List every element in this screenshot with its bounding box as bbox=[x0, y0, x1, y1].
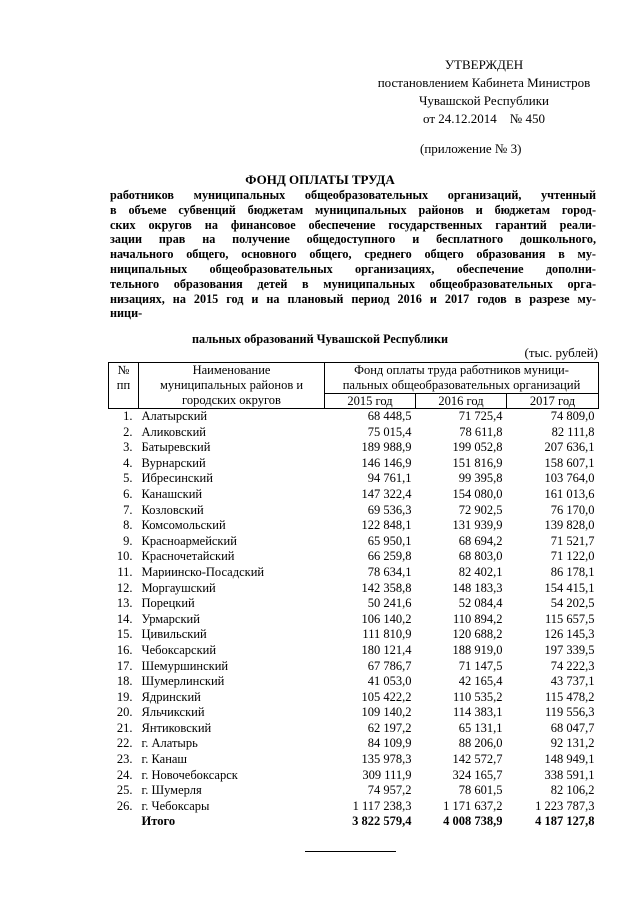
subtitle-line: работников муниципальных общеобразовательных организаций, учтенный bbox=[110, 188, 596, 202]
value-2015: 74 957,2 bbox=[367, 783, 412, 798]
value-2016: 71 725,4 bbox=[458, 409, 503, 423]
row-number: 2. bbox=[123, 424, 133, 439]
value-2017: 43 737,1 bbox=[550, 674, 595, 689]
district-name: г. Канаш bbox=[141, 752, 188, 767]
row-number: 1. bbox=[123, 409, 133, 423]
value-2015: 75 015,4 bbox=[367, 424, 412, 439]
district-name: Чебоксарский bbox=[141, 642, 217, 657]
table-row bbox=[109, 409, 599, 425]
value-2015: 41 053,0 bbox=[367, 674, 412, 689]
table-row bbox=[109, 768, 599, 784]
table-row bbox=[109, 596, 599, 612]
value-2015: 65 950,1 bbox=[367, 533, 412, 548]
value-2016: 188 919,0 bbox=[452, 642, 503, 657]
row-number: 18. bbox=[116, 674, 133, 689]
value-2017: 338 591,1 bbox=[544, 767, 595, 782]
subtitle-line: низациях, на 2015 год и на плановый период 2016 и 2017 годов в разрезе му- bbox=[110, 291, 596, 306]
value-2015: 78 634,1 bbox=[367, 564, 412, 579]
value-2016: 99 395,8 bbox=[458, 471, 503, 486]
total-row-number bbox=[109, 814, 139, 830]
value-2016: 1 171 637,2 bbox=[443, 798, 503, 813]
table-row bbox=[109, 518, 599, 534]
value-2015: 62 197,2 bbox=[367, 720, 412, 735]
table-row bbox=[109, 456, 599, 472]
district-name: Порецкий bbox=[141, 596, 195, 611]
value-2017: 161 013,6 bbox=[544, 486, 595, 501]
table-row bbox=[109, 534, 599, 550]
table-row bbox=[109, 752, 599, 768]
value-2016: 52 084,4 bbox=[458, 596, 503, 611]
value-2015: 189 988,9 bbox=[361, 440, 412, 455]
value-2017: 82 106,2 bbox=[550, 783, 595, 798]
total-2015: 3 822 579,4 bbox=[352, 814, 412, 829]
row-number: 7. bbox=[123, 502, 133, 517]
table-row bbox=[109, 659, 599, 675]
value-2015: 180 121,4 bbox=[361, 642, 412, 657]
district-name: г. Чебоксары bbox=[141, 798, 210, 813]
row-number: 17. bbox=[116, 658, 133, 673]
value-2016: 142 572,7 bbox=[452, 752, 503, 767]
total-row bbox=[109, 814, 599, 830]
value-2015: 309 111,9 bbox=[362, 767, 412, 782]
value-2016: 71 147,5 bbox=[458, 658, 503, 673]
district-name: Цивильский bbox=[141, 627, 207, 642]
row-number: 16. bbox=[116, 642, 133, 657]
value-2015: 147 322,4 bbox=[361, 486, 412, 501]
value-2015: 67 786,7 bbox=[367, 658, 412, 673]
table-row bbox=[109, 471, 599, 487]
table-row bbox=[109, 643, 599, 659]
value-2017: 126 145,3 bbox=[544, 627, 595, 642]
document-title: ФОНД ОПЛАТЫ ТРУДА bbox=[245, 172, 395, 187]
table-row bbox=[109, 503, 599, 519]
table-body bbox=[109, 409, 599, 831]
row-number: 8. bbox=[123, 518, 133, 533]
approval-authority: постановлением Кабинета Министров bbox=[377, 75, 591, 90]
subtitle-line: тельного образования детей в муниципальных общеобразовательных орга- bbox=[110, 276, 596, 291]
district-name: Козловский bbox=[141, 502, 204, 517]
value-2016: 324 165,7 bbox=[452, 767, 503, 782]
document-subtitle bbox=[110, 188, 596, 321]
value-2015: 109 140,2 bbox=[361, 705, 412, 720]
value-2016: 114 383,1 bbox=[452, 705, 503, 720]
district-name: г. Шумерля bbox=[141, 783, 202, 798]
value-2017: 115 478,2 bbox=[544, 689, 595, 704]
district-name: Аликовский bbox=[141, 424, 206, 439]
subtitle-line: зации прав на получение общедоступного и бесплатного дошкольного, bbox=[110, 232, 596, 247]
table-row bbox=[109, 612, 599, 628]
row-number: 4. bbox=[123, 455, 133, 470]
row-number: 24. bbox=[116, 767, 133, 782]
row-number: 20. bbox=[116, 705, 133, 720]
row-number: 3. bbox=[123, 440, 133, 455]
value-2016: 72 902,5 bbox=[458, 502, 503, 517]
table-row bbox=[109, 487, 599, 503]
district-name: Шумерлинский bbox=[141, 674, 225, 689]
value-2016: 42 165,4 bbox=[458, 674, 503, 689]
table-row bbox=[109, 440, 599, 456]
header-wage-fund: Фонд оплаты труда работников муници-пальных общеобразовательных организаций bbox=[325, 363, 599, 394]
district-name: Батыревский bbox=[141, 440, 211, 455]
value-2017: 197 339,5 bbox=[544, 642, 595, 657]
value-2017: 103 764,0 bbox=[544, 471, 595, 486]
table-row bbox=[109, 627, 599, 643]
table-row bbox=[109, 799, 599, 815]
header-year-2016: 2016 год bbox=[416, 394, 507, 409]
value-2015: 1 117 238,3 bbox=[352, 798, 412, 813]
value-2017: 148 949,1 bbox=[544, 752, 595, 767]
row-number: 9. bbox=[123, 533, 133, 548]
table-row bbox=[109, 736, 599, 752]
subtitle-line: ниципальных общеобразовательных организациях, обеспечение дополни- bbox=[110, 261, 596, 276]
value-2017: 76 170,0 bbox=[550, 502, 595, 517]
value-2017: 54 202,5 bbox=[550, 596, 595, 611]
row-number: 6. bbox=[123, 486, 133, 501]
attachment-note: (приложение № 3) bbox=[420, 141, 522, 156]
header-row-number: № пп bbox=[109, 363, 139, 409]
value-2015: 106 140,2 bbox=[361, 611, 412, 626]
row-number: 10. bbox=[116, 549, 133, 564]
row-number: 5. bbox=[123, 471, 133, 486]
value-2016: 78 601,5 bbox=[458, 783, 503, 798]
approval-block bbox=[350, 56, 618, 128]
table-row bbox=[109, 549, 599, 565]
value-2016: 154 080,0 bbox=[452, 486, 503, 501]
value-2015: 111 810,9 bbox=[362, 627, 412, 642]
value-2017: 71 122,0 bbox=[550, 549, 595, 564]
district-name: Яльчикский bbox=[141, 705, 205, 720]
total-label: Итого bbox=[141, 814, 176, 829]
value-2017: 74 222,3 bbox=[550, 658, 595, 673]
value-2016: 148 183,3 bbox=[452, 580, 503, 595]
value-2015: 122 848,1 bbox=[361, 518, 412, 533]
value-2016: 110 894,2 bbox=[452, 611, 503, 626]
district-name: Янтиковский bbox=[141, 720, 212, 735]
value-2016: 68 803,0 bbox=[458, 549, 503, 564]
value-2016: 151 816,9 bbox=[452, 455, 503, 470]
row-number: 19. bbox=[116, 689, 133, 704]
value-2017: 119 556,3 bbox=[544, 705, 595, 720]
value-2015: 50 241,6 bbox=[367, 596, 412, 611]
value-2016: 199 052,8 bbox=[452, 440, 503, 455]
closing-divider bbox=[305, 851, 396, 852]
header-district-name: Наименование муниципальных районов и городских округов bbox=[139, 363, 325, 409]
row-number: 21. bbox=[116, 720, 133, 735]
value-2017: 1 223 787,3 bbox=[535, 798, 595, 813]
value-2016: 120 688,2 bbox=[452, 627, 503, 642]
table-row bbox=[109, 705, 599, 721]
approval-date-number: от 24.12.2014 № 450 bbox=[423, 111, 545, 126]
value-2016: 78 611,8 bbox=[459, 424, 503, 439]
district-name: Канашский bbox=[141, 486, 203, 501]
approval-republic: Чувашской Республики bbox=[418, 93, 550, 108]
table-row bbox=[109, 674, 599, 690]
value-2017: 207 636,1 bbox=[544, 440, 595, 455]
table-row bbox=[109, 721, 599, 737]
total-2016: 4 008 738,9 bbox=[443, 814, 503, 829]
value-2015: 142 358,8 bbox=[361, 580, 412, 595]
table-row bbox=[109, 425, 599, 441]
value-2015: 68 448,5 bbox=[367, 409, 412, 423]
value-2016: 110 535,2 bbox=[452, 689, 503, 704]
header-year-2017: 2017 год bbox=[507, 394, 599, 409]
value-2015: 69 536,3 bbox=[367, 502, 412, 517]
district-name: Мариинско-Посадский bbox=[141, 564, 265, 579]
subtitle-line: начального общего, основного общего, среднего общего образования в му- bbox=[110, 247, 596, 262]
table-row bbox=[109, 783, 599, 799]
row-number: 14. bbox=[116, 611, 133, 626]
district-name: Шемуршинский bbox=[141, 658, 229, 673]
value-2015: 135 978,3 bbox=[361, 752, 412, 767]
district-name: г. Новочебоксарск bbox=[141, 767, 238, 782]
row-number: 13. bbox=[116, 596, 133, 611]
district-name: Алатырский bbox=[141, 409, 208, 423]
district-name: Вурнарский bbox=[141, 455, 206, 470]
value-2017: 92 131,2 bbox=[550, 736, 595, 751]
subtitle-line: ских округов на финансовое обеспечение государственных гарантий реали- bbox=[110, 217, 596, 232]
table-row bbox=[109, 690, 599, 706]
row-number: 12. bbox=[116, 580, 133, 595]
table-row bbox=[109, 565, 599, 581]
district-name: Комсомольский bbox=[141, 518, 226, 533]
district-name: Ибресинский bbox=[141, 471, 213, 486]
value-2016: 131 939,9 bbox=[452, 518, 503, 533]
district-name: Ядринский bbox=[141, 689, 201, 704]
value-2017: 71 521,7 bbox=[550, 533, 595, 548]
value-2017: 139 828,0 bbox=[544, 518, 595, 533]
value-2015: 94 761,1 bbox=[367, 471, 412, 486]
district-name: Урмарский bbox=[141, 611, 200, 626]
row-number: 25. bbox=[116, 783, 133, 798]
value-2016: 65 131,1 bbox=[458, 720, 503, 735]
subtitle-line: ници- bbox=[110, 306, 143, 321]
value-2016: 68 694,2 bbox=[458, 533, 503, 548]
subtitle-ending: пальных образований Чувашской Республики bbox=[192, 332, 448, 346]
value-2017: 82 111,8 bbox=[551, 424, 595, 439]
value-2017: 158 607,1 bbox=[544, 455, 595, 470]
row-number: 11. bbox=[117, 564, 133, 579]
district-name: г. Алатырь bbox=[141, 736, 198, 751]
district-name: Моргаушский bbox=[141, 580, 216, 595]
value-2017: 74 809,0 bbox=[550, 409, 595, 423]
table-row bbox=[109, 581, 599, 597]
district-name: Красноармейский bbox=[141, 533, 237, 548]
row-number: 15. bbox=[116, 627, 133, 642]
row-number: 22. bbox=[116, 736, 133, 751]
wage-fund-table bbox=[108, 362, 599, 830]
value-2015: 84 109,9 bbox=[367, 736, 412, 751]
value-2015: 146 146,9 bbox=[361, 455, 412, 470]
units-label: (тыс. рублей) bbox=[524, 345, 598, 360]
approval-heading: УТВЕРЖДЕН bbox=[444, 57, 524, 72]
value-2017: 154 415,1 bbox=[544, 580, 595, 595]
subtitle-line: в объеме субвенций бюджетам муниципальных районов и бюджетам город- bbox=[110, 202, 596, 217]
header-year-2015: 2015 год bbox=[325, 394, 416, 409]
value-2015: 66 259,8 bbox=[367, 549, 412, 564]
row-number: 23. bbox=[116, 752, 133, 767]
district-name: Красночетайский bbox=[141, 549, 235, 564]
total-2017: 4 187 127,8 bbox=[535, 814, 595, 829]
value-2017: 115 657,5 bbox=[544, 611, 595, 626]
value-2016: 88 206,0 bbox=[458, 736, 503, 751]
value-2015: 105 422,2 bbox=[361, 689, 412, 704]
row-number: 26. bbox=[116, 798, 133, 813]
value-2016: 82 402,1 bbox=[458, 564, 503, 579]
value-2017: 68 047,7 bbox=[550, 720, 595, 735]
value-2017: 86 178,1 bbox=[550, 564, 595, 579]
